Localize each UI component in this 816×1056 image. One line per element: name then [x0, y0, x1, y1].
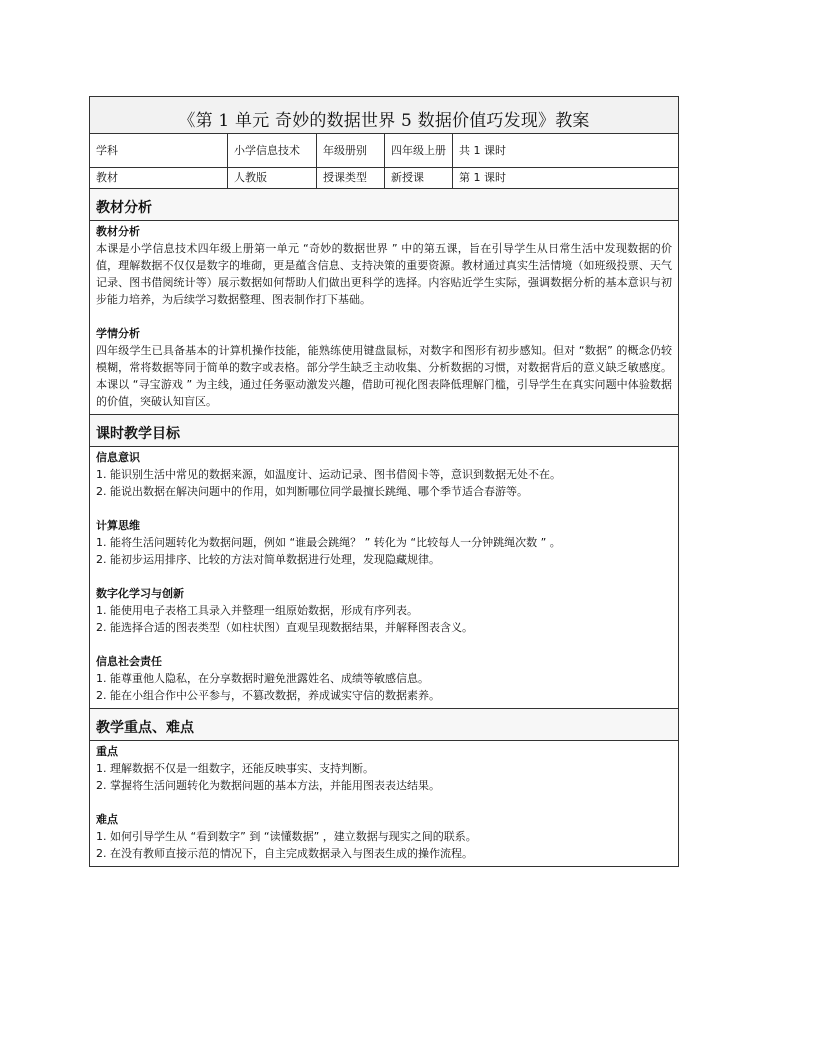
section-analysis [90, 189, 678, 415]
subheading: 重点 [96, 745, 118, 758]
info-textbook-value: 人教版 [228, 168, 317, 189]
list-item: 1. 能尊重他人隐私，在分享数据时避免泄露姓名、成绩等敏感信息。 [96, 672, 429, 685]
info-type-label: 授课类型 [317, 168, 385, 189]
list-item: 1. 能将生活问题转化为数据问题，例如 “谁最会跳绳？ ” 转化为 “比较每人一分钟跳绳次数 ” 。 [96, 536, 561, 549]
subheading: 计算思维 [96, 519, 140, 532]
list-item: 1. 理解数据不仅是一组数字，还能反映事实、支持判断。 [96, 762, 374, 775]
subheading: 信息社会责任 [96, 655, 162, 668]
section-keypoints [90, 709, 678, 866]
section-heading: 教材分析 [90, 189, 678, 221]
subheading: 难点 [96, 813, 118, 826]
info-grade-value: 四年级上册 [385, 134, 453, 168]
subheading: 教材分析 [96, 225, 140, 238]
section-heading: 教学重点、难点 [90, 709, 678, 741]
info-type-value: 新授课 [385, 168, 453, 189]
info-subject-label: 学科 [90, 134, 228, 168]
subheading: 数字化学习与创新 [96, 587, 184, 600]
info-current-hour: 第 1 课时 [453, 168, 678, 189]
list-item: 1. 能识别生活中常见的数据来源，如温度计、运动记录、图书借阅卡等，意识到数据无处不在。 [96, 468, 561, 481]
list-item: 2. 能初步运用排序、比较的方法对简单数据进行处理，发现隐藏规律。 [96, 553, 440, 566]
subheading: 学情分析 [96, 327, 140, 340]
info-subject-value: 小学信息技术 [228, 134, 317, 168]
list-item: 2. 能在小组合作中公平参与，不篡改数据，养成诚实守信的数据素养。 [96, 689, 440, 702]
list-item: 2. 在没有教师直接示范的情况下，自主完成数据录入与图表生成的操作流程。 [96, 847, 473, 860]
list-item: 2. 能说出数据在解决问题中的作用，如判断哪位同学最擅长跳绳、哪个季节适合春游等。 [96, 485, 528, 498]
info-grid [90, 134, 678, 189]
info-textbook-label: 教材 [90, 168, 228, 189]
paragraph: 四年级学生已具备基本的计算机操作技能，能熟练使用键盘鼠标，对数字和图形有初步感知。但对 “数据” 的概念仍较模糊，常将数据等同于简单的数字或表格。部分学生缺乏主动收集、分析数据的习惯，对数据背后的意义缺乏敏感度。本课以 “寻宝游戏 ” 为主线，通过任务驱动激发兴趣，借助可视化图表降低理解门槛，引导学生在真实问题中体验数据的价值，突破认知盲区。 [96, 344, 672, 408]
section-heading: 课时教学目标 [90, 415, 678, 447]
list-item: 2. 掌握将生活问题转化为数据问题的基本方法，并能用图表表达结果。 [96, 779, 440, 792]
page-title: 《第 1 单元 奇妙的数据世界 5 数据价值巧发现》教案 [90, 97, 678, 134]
list-item: 1. 能使用电子表格工具录入并整理一组原始数据，形成有序列表。 [96, 604, 418, 617]
section-goals [90, 415, 678, 709]
subheading: 信息意识 [96, 451, 140, 464]
paragraph: 本课是小学信息技术四年级上册第一单元 “奇妙的数据世界 ” 中的第五课，旨在引导学生从日常生活中发现数据的价值，理解数据不仅仅是数字的堆砌，更是蕴含信息、支持决策的重要资源。教材通过真实生活情境（如班级投票、天气记录、图书借阅统计等）展示数据如何帮助人们做出更科学的选择。内容贴近学生实际，强调数据分析的基本意识与初步能力培养，为后续学习数据整理、图表制作打下基础。 [96, 242, 672, 306]
lesson-plan-table [89, 96, 679, 867]
info-total-hours: 共 1 课时 [453, 134, 678, 168]
list-item: 1. 如何引导学生从 “看到数字” 到 “读懂数据” ，建立数据与现实之间的联系。 [96, 830, 477, 843]
list-item: 2. 能选择合适的图表类型（如柱状图）直观呈现数据结果，并解释图表含义。 [96, 621, 473, 634]
info-grade-label: 年级册别 [317, 134, 385, 168]
